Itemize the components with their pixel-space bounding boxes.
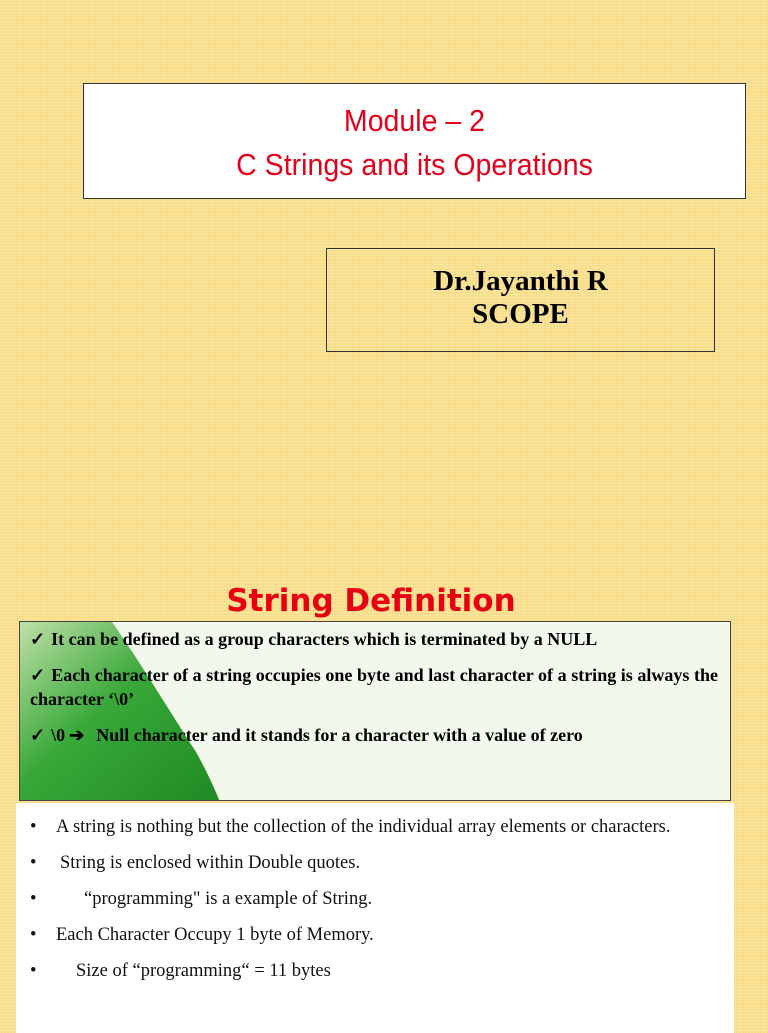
notes-text: Each Character Occupy 1 byte of Memory. <box>56 925 374 945</box>
definition-item <box>30 723 718 747</box>
definition-item <box>30 627 718 651</box>
author-name: Dr.Jayanthi R <box>433 265 608 297</box>
arrow-right-icon: ➔ <box>69 725 85 745</box>
definition-text: Each character of a string occupies one byte and last character of a string is always the character ‘\0’ <box>30 665 718 709</box>
checkmark-icon: ✓ <box>30 665 46 685</box>
title-box <box>83 83 746 199</box>
section-heading: String Definition <box>226 583 516 619</box>
module-title: Module – 2 <box>343 103 486 138</box>
notes-text: Size of “programming“ = 11 bytes <box>76 961 331 981</box>
definition-box <box>19 621 731 801</box>
notes-item <box>30 923 714 947</box>
bullet-icon: • <box>30 889 37 909</box>
notes-text: String is enclosed within Double quotes. <box>60 853 361 873</box>
bullet-icon: • <box>30 925 37 945</box>
author-box <box>326 248 715 352</box>
definition-list <box>20 622 730 747</box>
notes-item <box>30 851 714 875</box>
checkmark-icon: ✓ <box>30 725 46 745</box>
definition-text: Null character and it stands for a character with a value of zero <box>96 725 583 745</box>
null-char-label: \0 <box>51 725 66 745</box>
definition-text: It can be defined as a group characters which is terminated by a NULL <box>51 629 598 649</box>
notes-item <box>30 815 714 839</box>
notes-text: “programming" is a example of String. <box>84 889 373 909</box>
bullet-icon: • <box>30 817 37 837</box>
author-department: SCOPE <box>472 298 569 330</box>
notes-list <box>16 803 734 983</box>
module-subtitle: C Strings and its Operations <box>236 147 593 182</box>
checkmark-icon: ✓ <box>30 629 46 649</box>
definition-item <box>30 663 718 711</box>
notes-item <box>30 887 714 911</box>
bullet-icon: • <box>30 853 37 873</box>
notes-text: A string is nothing but the collection of the individual array elements or characters. <box>56 817 671 837</box>
notes-panel <box>16 803 734 1033</box>
bullet-icon: • <box>30 961 37 981</box>
notes-item <box>30 959 714 983</box>
